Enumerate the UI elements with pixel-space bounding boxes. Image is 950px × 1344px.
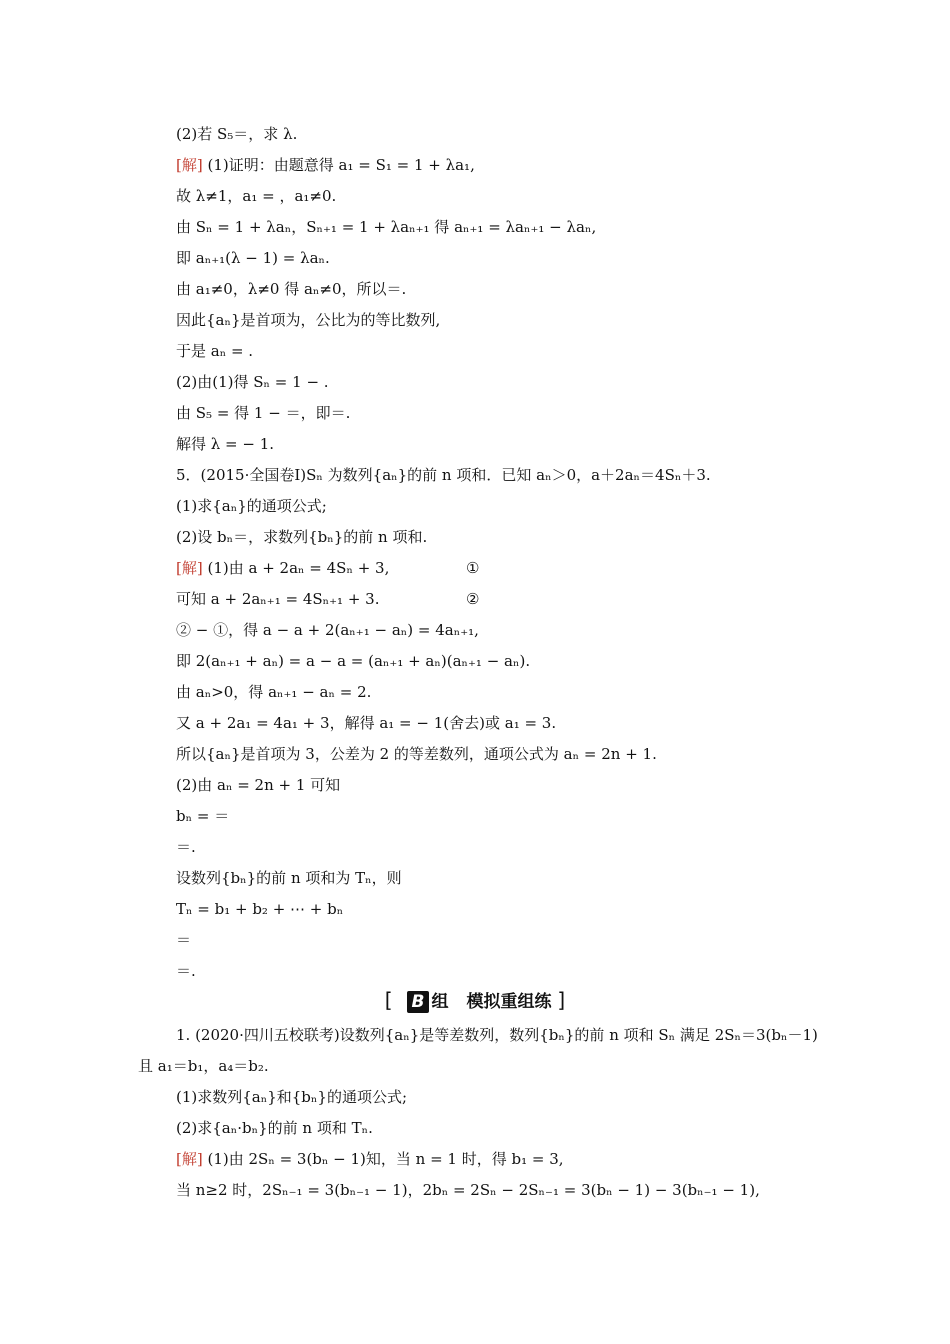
line-text: (1)由 a + 2aₙ = 4Sₙ + 3, bbox=[202, 559, 390, 577]
line-text: (1)证明：由题意得 a₁ = S₁ = 1 + λa₁, bbox=[202, 156, 475, 174]
line-text: (2)若 S₅＝，求 λ. bbox=[176, 125, 298, 143]
text-line bbox=[138, 1055, 269, 1077]
line-text: 由 S₅ = 得 1 − ＝，即＝. bbox=[176, 404, 351, 422]
line-text: 由 aₙ>0，得 aₙ₊₁ − aₙ = 2. bbox=[176, 683, 372, 701]
text-line bbox=[176, 681, 371, 703]
line-text: 可知 a + 2aₙ₊₁ = 4Sₙ₊₁ + 3. bbox=[176, 590, 380, 608]
text-line bbox=[176, 278, 406, 300]
line-text: 5．(2015·全国卷Ⅰ)Sₙ 为数列{aₙ}的前 n 项和．已知 aₙ＞0，a＋2aₙ＝4Sₙ＋3. bbox=[176, 466, 711, 484]
banner-title: 模拟重组练 bbox=[466, 992, 552, 1012]
line-text: 当 n≥2 时，2Sₙ₋₁ = 3(bₙ₋₁ − 1)，2bₙ = 2Sₙ − 2Sₙ₋₁ = 3(bₙ − 1) − 3(bₙ₋₁ − 1), bbox=[176, 1181, 760, 1199]
line-text: (2)求{aₙ·bₙ}的前 n 项和 Tₙ. bbox=[176, 1119, 373, 1137]
line-text: (2)由(1)得 Sₙ = 1 − . bbox=[176, 373, 329, 391]
line-text: Tₙ = b₁ + b₂ + ⋯ + bₙ bbox=[176, 900, 344, 918]
line-text: bₙ = ＝ bbox=[176, 807, 230, 825]
text-line bbox=[176, 247, 330, 269]
line-text: 于是 aₙ = . bbox=[176, 342, 254, 360]
line-text: ＝ bbox=[176, 931, 192, 949]
text-line bbox=[176, 1117, 373, 1139]
line-text: 解得 λ = − 1. bbox=[176, 435, 275, 453]
text-line bbox=[176, 402, 350, 424]
text-line bbox=[176, 433, 274, 455]
text-line bbox=[176, 1148, 564, 1170]
text-line bbox=[176, 309, 440, 331]
banner-open-bracket: [ bbox=[384, 988, 393, 1012]
solution-label: [解] bbox=[176, 1150, 203, 1168]
text-line bbox=[176, 929, 191, 951]
line-text: 因此{aₙ}是首项为，公比为的等比数列, bbox=[176, 311, 441, 329]
text-line bbox=[176, 712, 556, 734]
text-line bbox=[176, 619, 479, 641]
line-text: 即 2(aₙ₊₁ + aₙ) = a − a = (aₙ₊₁ + aₙ)(aₙ₊₁ − aₙ). bbox=[176, 652, 531, 670]
section-banner bbox=[0, 985, 950, 1015]
text-line bbox=[176, 650, 530, 672]
banner-close-bracket: ] bbox=[557, 988, 566, 1012]
text-line bbox=[176, 898, 343, 920]
line-text: 由 a₁≠0，λ≠0 得 aₙ≠0，所以＝. bbox=[176, 280, 407, 298]
line-text: 且 a₁＝b₁，a₄＝b₂. bbox=[138, 1057, 269, 1075]
text-line bbox=[176, 154, 475, 176]
line-text: (2)设 bₙ＝，求数列{bₙ}的前 n 项和. bbox=[176, 528, 428, 546]
line-text: 1. (2020·四川五校联考)设数列{aₙ}是等差数列，数列{bₙ}的前 n 项和 Sₙ 满足 2Sₙ＝3(bₙ－1) bbox=[176, 1026, 818, 1044]
text-line bbox=[176, 1179, 760, 1201]
line-text: 即 aₙ₊₁(λ − 1) = λaₙ. bbox=[176, 249, 330, 267]
line-text: (1)求{aₙ}的通项公式; bbox=[176, 497, 327, 515]
text-line bbox=[176, 960, 196, 982]
text-line bbox=[176, 526, 427, 548]
text-line bbox=[176, 216, 596, 238]
banner-group: 组 bbox=[431, 992, 449, 1012]
text-line bbox=[176, 557, 389, 579]
text-line bbox=[176, 836, 196, 858]
banner-badge: B bbox=[407, 991, 430, 1013]
text-line bbox=[176, 805, 229, 827]
text-line bbox=[176, 588, 379, 610]
text-line bbox=[176, 867, 402, 889]
solution-label: [解] bbox=[176, 559, 203, 577]
line-text: 所以{aₙ}是首项为 3，公差为 2 的等差数列，通项公式为 aₙ = 2n + 1. bbox=[176, 745, 657, 763]
line-text: (2)由 aₙ = 2n + 1 可知 bbox=[176, 776, 341, 794]
line-text: 设数列{bₙ}的前 n 项和为 Tₙ，则 bbox=[176, 869, 402, 887]
text-line bbox=[176, 123, 297, 145]
solution-label: [解] bbox=[176, 156, 203, 174]
line-text: (1)由 2Sₙ = 3(bₙ − 1)知，当 n = 1 时，得 b₁ = 3, bbox=[202, 1150, 564, 1168]
text-line bbox=[176, 340, 253, 362]
line-text: ＝. bbox=[176, 838, 196, 856]
line-text: 故 λ≠1，a₁ = ，a₁≠0. bbox=[176, 187, 337, 205]
text-line bbox=[176, 1086, 407, 1108]
text-line bbox=[176, 743, 657, 765]
text-line bbox=[176, 774, 340, 796]
equation-number: ② bbox=[466, 590, 480, 608]
text-line bbox=[176, 495, 327, 517]
line-text: 又 a + 2a₁ = 4a₁ + 3，解得 a₁ = − 1(舍去)或 a₁ = 3. bbox=[176, 714, 557, 732]
text-line bbox=[176, 371, 329, 393]
text-line bbox=[176, 464, 711, 486]
text-line bbox=[176, 185, 336, 207]
line-text: (1)求数列{aₙ}和{bₙ}的通项公式; bbox=[176, 1088, 407, 1106]
line-text: ② − ①，得 a − a + 2(aₙ₊₁ − aₙ) = 4aₙ₊₁, bbox=[176, 621, 479, 639]
line-text: ＝. bbox=[176, 962, 196, 980]
equation-number: ① bbox=[466, 559, 480, 577]
line-text: 由 Sₙ = 1 + λaₙ，Sₙ₊₁ = 1 + λaₙ₊₁ 得 aₙ₊₁ = λaₙ₊₁ − λaₙ, bbox=[176, 218, 597, 236]
text-line bbox=[176, 1024, 818, 1046]
